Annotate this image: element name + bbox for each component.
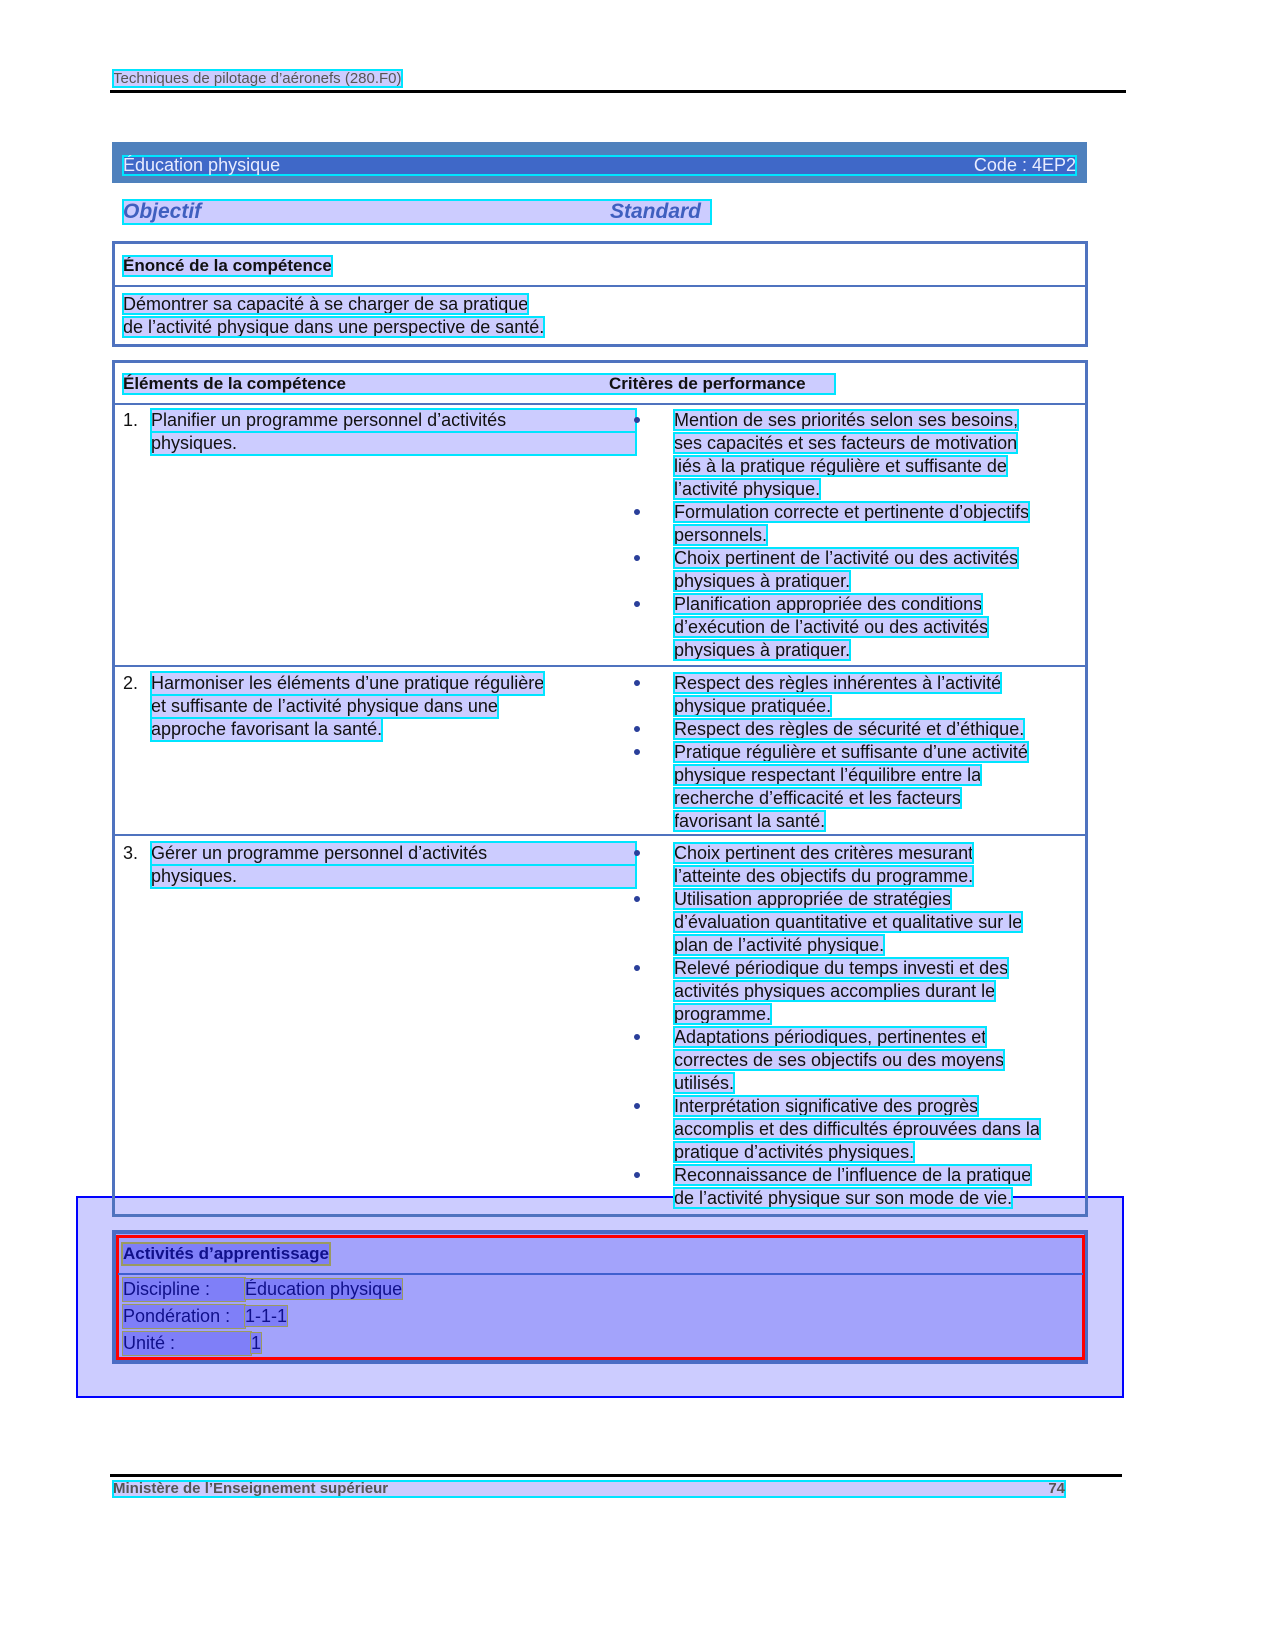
divider: [114, 285, 1086, 287]
criterion-line: Planification appropriée des conditions: [674, 594, 983, 614]
bullet-icon: [634, 417, 640, 423]
criterion-line: personnels.: [674, 525, 768, 545]
criterion-line: Respect des règles inhérentes à l’activité: [674, 673, 1002, 693]
criterion-line: utilisés.: [674, 1073, 735, 1093]
bullet-icon: [634, 850, 640, 856]
criterion-line: Choix pertinent de l’activité ou des activités: [674, 548, 1019, 568]
criterion-item: [674, 741, 1028, 833]
element-line: physiques.: [151, 432, 636, 455]
criterion-line: Reconnaissance de l’influence de la pratique: [674, 1165, 1032, 1185]
criterion-item: [674, 593, 1029, 662]
enonce-line: de l’activité physique dans une perspective de santé.: [123, 317, 545, 337]
footer-rule: [110, 1474, 1122, 1477]
criterion-line: programme.: [674, 1004, 772, 1024]
criterion-line: l’activité physique.: [674, 479, 821, 499]
bullet-icon: [634, 1034, 640, 1040]
bullet-icon: [634, 680, 640, 686]
criterion-line: plan de l’activité physique.: [674, 935, 885, 955]
bullet-icon: [634, 896, 640, 902]
criterion-line: physiques à pratiquer.: [674, 640, 851, 660]
element-number: 1.: [123, 410, 139, 430]
bullet-icon: [634, 726, 640, 732]
criterion-item: [674, 842, 1040, 888]
criterion-item: [674, 672, 1028, 718]
criterion-line: d’évaluation quantitative et qualitative sur le: [674, 912, 1023, 932]
ponderation-value: 1-1-1: [245, 1306, 288, 1326]
elements-heading: Éléments de la compétence: [123, 374, 346, 393]
activities-heading: Activités d’apprentissage: [123, 1244, 329, 1263]
criterion-line: Pratique régulière et suffisante d’une activité: [674, 742, 1028, 762]
objective-row: [123, 200, 711, 224]
header-rule: [110, 90, 1126, 93]
criterion-item: [674, 1095, 1040, 1164]
footer-ministry: Ministère de l’Enseignement supérieur: [113, 1480, 389, 1497]
bullet-icon: [634, 749, 640, 755]
bullet-icon: [634, 555, 640, 561]
discipline-label: Discipline :: [123, 1278, 245, 1301]
criterion-line: Choix pertinent des critères mesurant: [674, 843, 974, 863]
element-number: 3.: [123, 843, 139, 863]
criterion-line: Interprétation significative des progrès: [674, 1096, 979, 1116]
criterion-line: Respect des règles de sécurité et d’éthique.: [674, 719, 1025, 739]
criterion-item: [674, 1164, 1040, 1210]
criterion-item: [674, 718, 1028, 741]
criterion-item: [674, 888, 1040, 957]
standard-label: Standard: [610, 200, 702, 223]
criteria-list: [674, 672, 1028, 833]
criterion-line: accomplis et des difficultés éprouvées dans la: [674, 1119, 1040, 1139]
enonce-heading: Énoncé de la compétence: [123, 256, 332, 275]
objectif-label: Objectif: [123, 200, 202, 223]
element-3: [123, 842, 636, 888]
element-number: 2.: [123, 673, 139, 693]
header-program: Techniques de pilotage d’aéronefs (280.F0): [113, 70, 402, 87]
bullet-icon: [634, 1172, 640, 1178]
criteria-list: [674, 842, 1040, 1210]
criterion-line: Mention de ses priorités selon ses besoins,: [674, 410, 1019, 430]
element-line: Gérer un programme personnel d’activités: [151, 842, 636, 865]
element-line: physiques.: [151, 865, 636, 888]
element-line: et suffisante de l’activité physique dans une: [151, 696, 498, 716]
criterion-line: l’atteinte des objectifs du programme.: [674, 866, 974, 886]
divider: [114, 665, 1086, 667]
unite-label: Unité :: [123, 1332, 251, 1355]
activities-details: [123, 1278, 402, 1359]
element-2: [123, 672, 544, 741]
course-code: Code : 4EP2: [973, 155, 1076, 175]
criterion-line: pratique d’activités physiques.: [674, 1142, 915, 1162]
criterion-line: recherche d’efficacité et les facteurs: [674, 788, 961, 808]
divider: [118, 1273, 1083, 1275]
criterion-line: physique pratiquée.: [674, 696, 832, 716]
course-title: Éducation physique: [123, 155, 281, 175]
ponderation-label: Pondération :: [123, 1305, 245, 1328]
bullet-icon: [634, 509, 640, 515]
page-number: 74: [1048, 1480, 1065, 1497]
divider: [114, 403, 1086, 405]
criterion-line: d’exécution de l’activité ou des activités: [674, 617, 989, 637]
elements-header-row: [123, 374, 835, 394]
criterion-line: correctes de ses objectifs ou des moyens: [674, 1050, 1005, 1070]
element-line: approche favorisant la santé.: [151, 719, 383, 739]
criterion-line: Relevé périodique du temps investi et des: [674, 958, 1009, 978]
criterion-line: activités physiques accomplies durant le: [674, 981, 996, 1001]
enonce-line: Démontrer sa capacité à se charger de sa pratique: [123, 294, 529, 314]
criteria-heading: Critères de performance: [609, 374, 806, 393]
criterion-line: physique respectant l’équilibre entre la: [674, 765, 982, 785]
title-bar-row: [123, 156, 1076, 175]
criterion-line: de l’activité physique sur son mode de vie.: [674, 1188, 1013, 1208]
criterion-item: [674, 501, 1029, 547]
unite-value: 1: [251, 1333, 262, 1353]
element-1: [123, 409, 636, 455]
criteria-list: [674, 409, 1029, 662]
criterion-line: physiques à pratiquer.: [674, 571, 851, 591]
criterion-line: liés à la pratique régulière et suffisante de: [674, 456, 1007, 476]
bullet-icon: [634, 1103, 640, 1109]
element-line: Planifier un programme personnel d’activités: [151, 409, 636, 432]
element-line: Harmoniser les éléments d’une pratique régulière: [151, 673, 545, 693]
footer-row: [113, 1481, 1065, 1497]
divider: [114, 834, 1086, 836]
bullet-icon: [634, 965, 640, 971]
criterion-line: favorisant la santé.: [674, 811, 826, 831]
criterion-item: [674, 409, 1029, 501]
criterion-item: [674, 547, 1029, 593]
criterion-item: [674, 1026, 1040, 1095]
criterion-line: Formulation correcte et pertinente d’objectifs: [674, 502, 1030, 522]
enonce-text: [123, 293, 544, 339]
criterion-item: [674, 957, 1040, 1026]
criterion-line: ses capacités et ses facteurs de motivation: [674, 433, 1018, 453]
criterion-line: Adaptations périodiques, pertinentes et: [674, 1027, 987, 1047]
title-bar: [112, 142, 1087, 183]
bullet-icon: [634, 601, 640, 607]
discipline-value: Éducation physique: [245, 1279, 403, 1299]
criterion-line: Utilisation appropriée de stratégies: [674, 889, 952, 909]
